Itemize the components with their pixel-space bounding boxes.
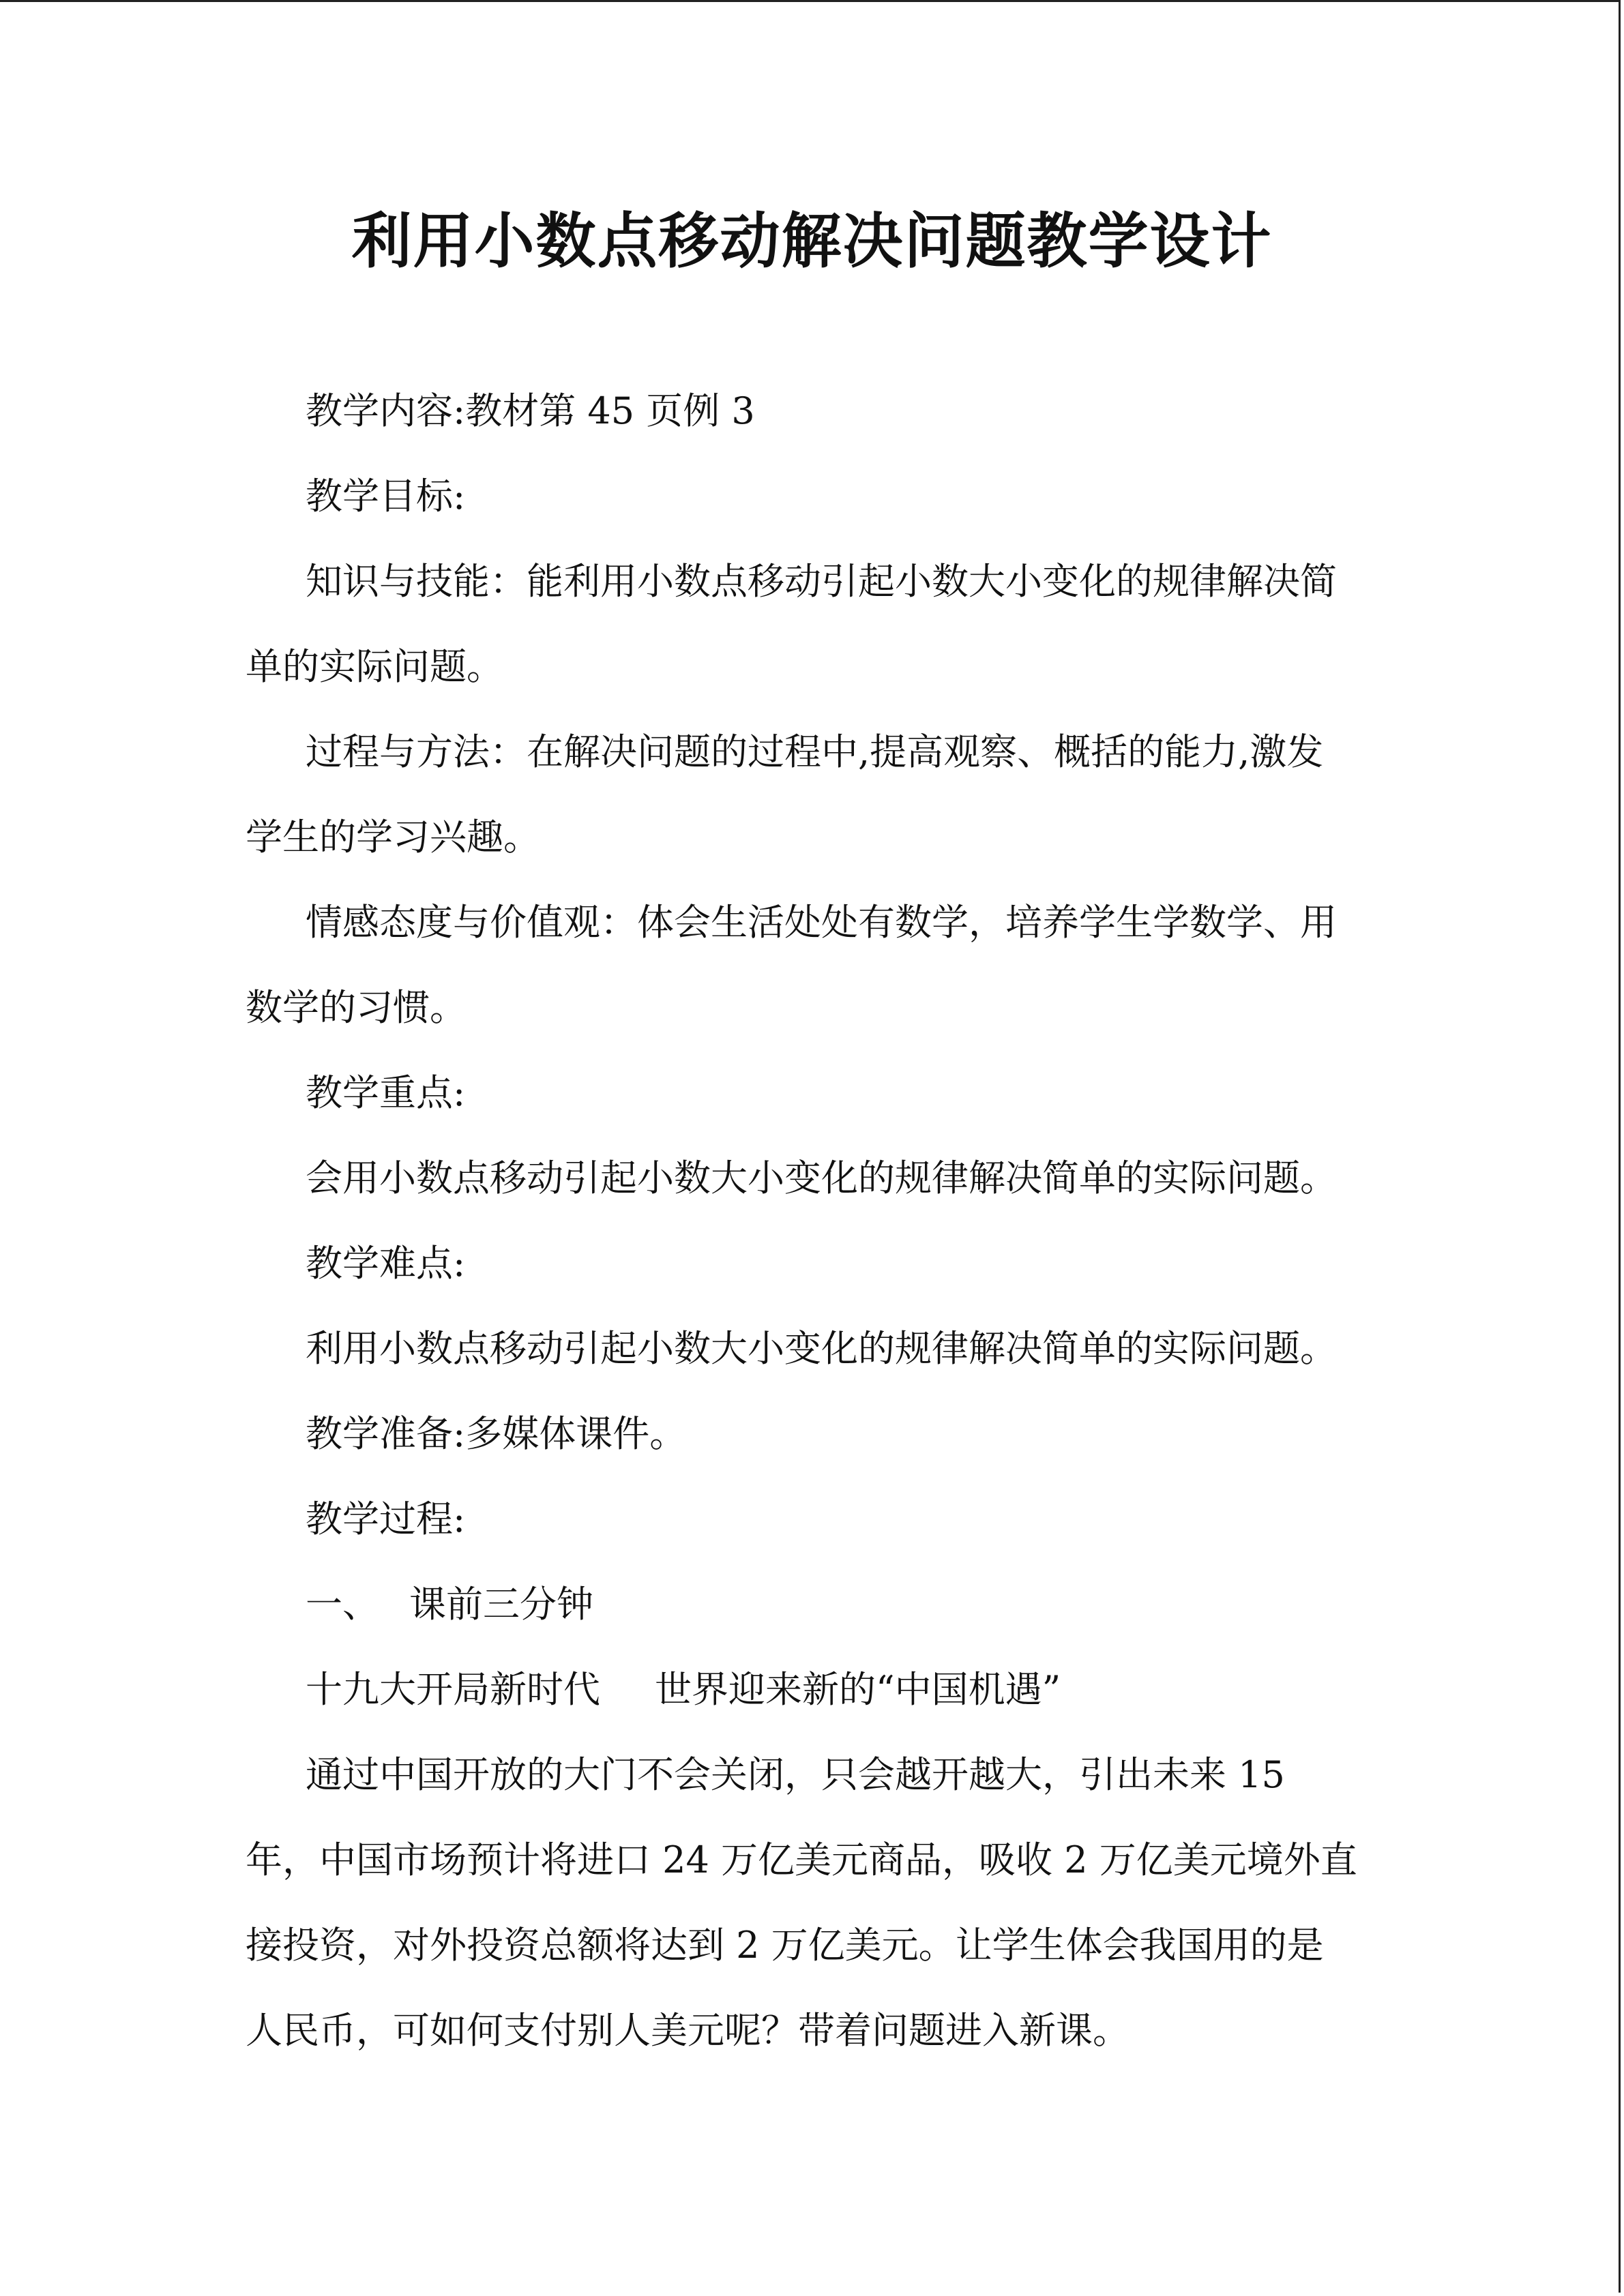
news-headline-part1: 十九大开局新时代 xyxy=(306,1668,600,1711)
emotion-values-line-2: 数学的习惯。 xyxy=(246,986,467,1029)
document-title: 利用小数点移动解决问题教学设计 xyxy=(351,205,1273,276)
teaching-preparation-line: 教学准备:多媒体课件。 xyxy=(306,1412,687,1455)
difficulty-heading: 教学难点: xyxy=(306,1242,466,1285)
knowledge-skills-line-1: 知识与技能：能利用小数点移动引起小数大小变化的规律解决简 xyxy=(306,560,1337,603)
knowledge-skills-line-2: 单的实际问题。 xyxy=(246,645,503,688)
teaching-content-line: 教学内容:教材第 45 页例 3 xyxy=(306,389,755,432)
closing-paragraph-line-2: 年，中国市场预计将进口 24 万亿美元商品，吸收 2 万亿美元境外直 xyxy=(246,1838,1357,1881)
closing-paragraph-line-4: 人民币，可如何支付别人美元呢？带着问题进入新课。 xyxy=(246,2009,1130,2052)
teaching-goals-heading: 教学目标: xyxy=(306,475,466,518)
closing-paragraph-line-3: 接投资，对外投资总额将达到 2 万亿美元。让学生体会我国用的是 xyxy=(246,1924,1324,1967)
closing-paragraph-line-1: 通过中国开放的大门不会关闭，只会越开越大，引出未来 15 xyxy=(306,1753,1285,1796)
process-method-line-1: 过程与方法：在解决问题的过程中,提高观察、概括的能力,激发 xyxy=(306,730,1324,773)
teaching-process-heading: 教学过程: xyxy=(306,1497,466,1540)
section-one-label: 课前三分钟 xyxy=(409,1583,593,1626)
difficulty-text: 利用小数点移动引起小数大小变化的规律解决简单的实际问题。 xyxy=(306,1327,1337,1370)
section-one-heading xyxy=(306,1577,593,1632)
news-headline-part2: 世界迎来新的“中国机遇” xyxy=(655,1668,1061,1711)
news-headline xyxy=(306,1663,1061,1717)
emotion-values-line-1: 情感态度与价值观：体会生活处处有数学，培养学生学数学、用 xyxy=(306,901,1337,944)
process-method-line-2: 学生的学习兴趣。 xyxy=(246,816,540,859)
key-point-heading: 教学重点: xyxy=(306,1071,466,1114)
key-point-text: 会用小数点移动引起小数大小变化的规律解决简单的实际问题。 xyxy=(306,1157,1337,1199)
section-one-number: 一、 xyxy=(306,1583,379,1626)
